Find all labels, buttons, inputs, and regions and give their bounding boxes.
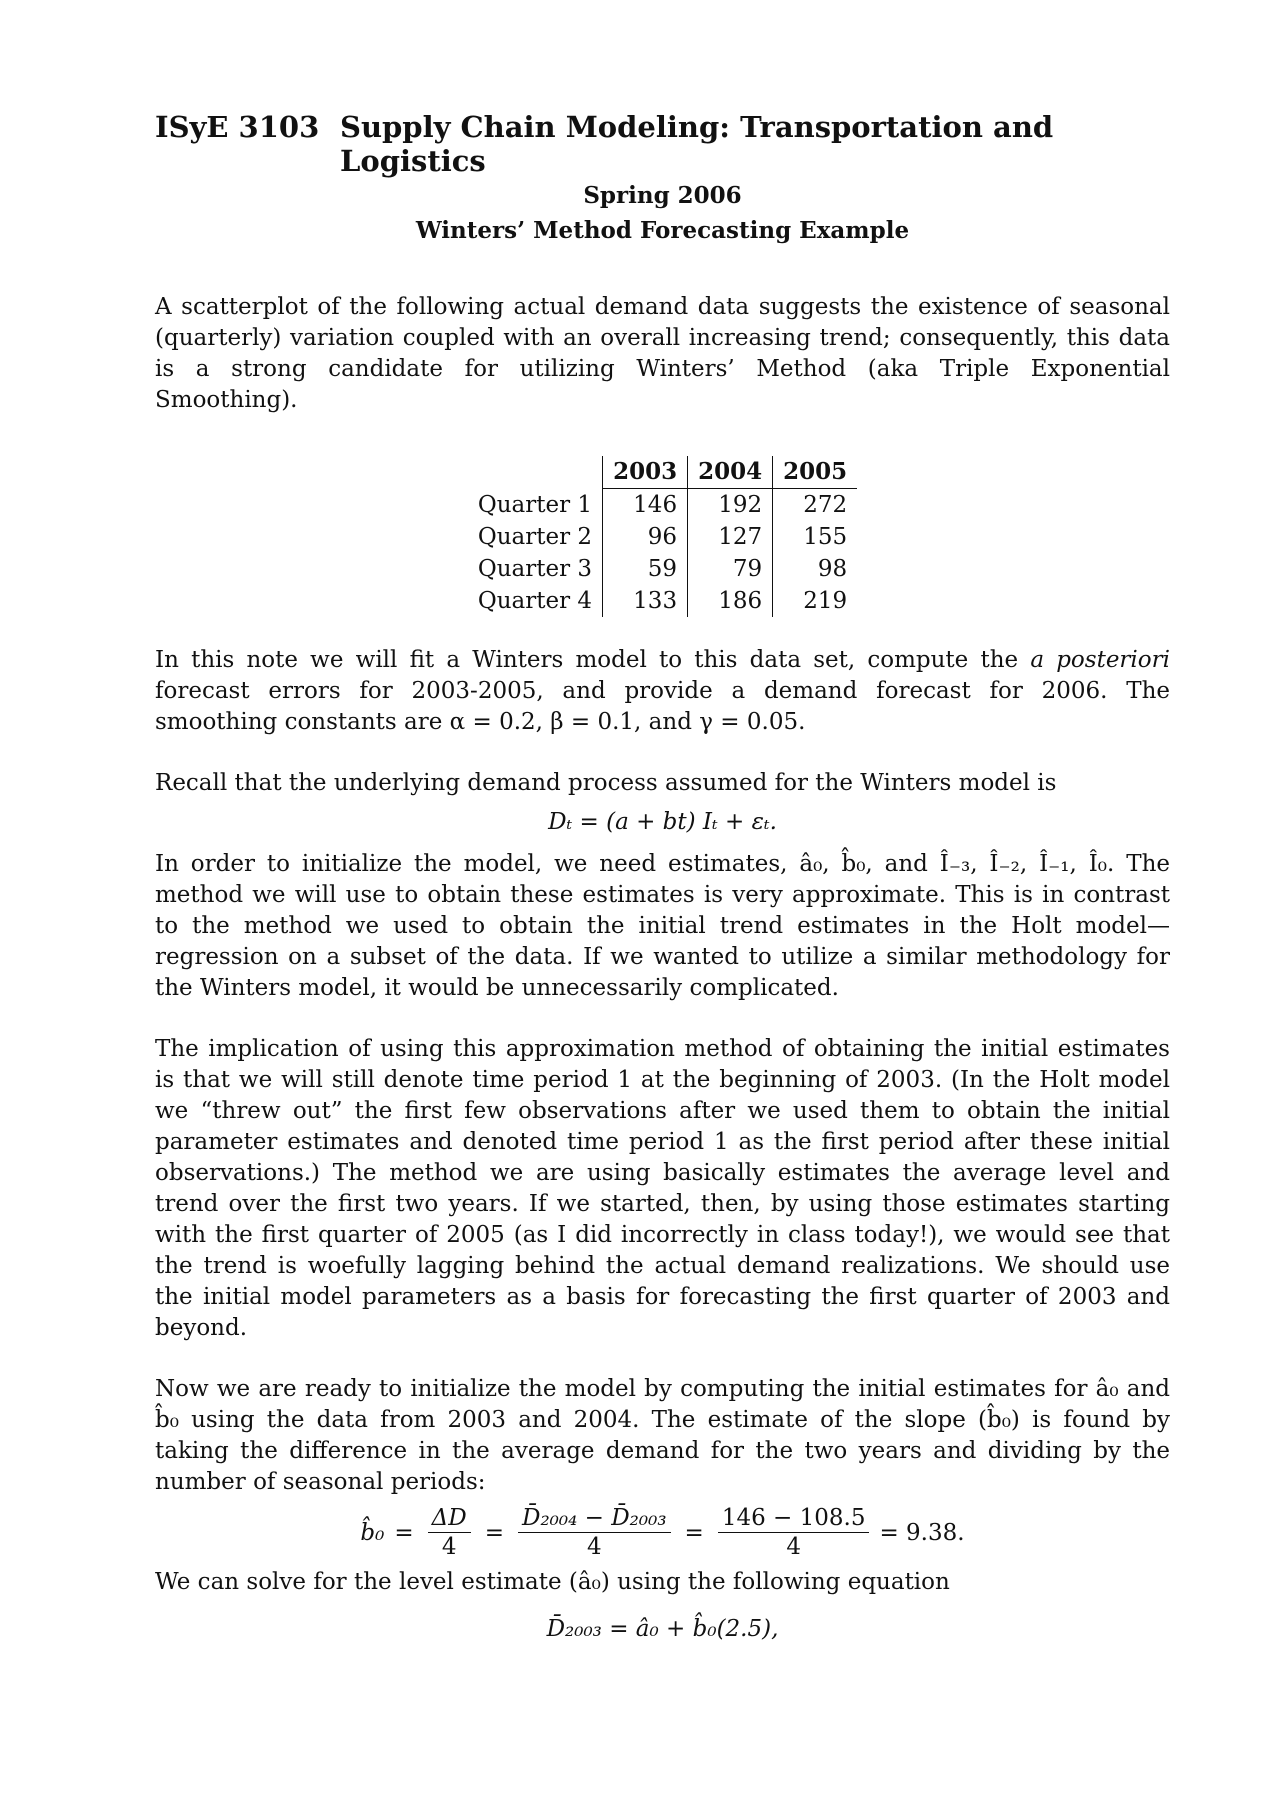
demand-table [468, 456, 857, 617]
slope-result: = 9.38. [879, 1519, 965, 1546]
table-cell: 127 [688, 521, 773, 553]
setup-text-after: forecast errors for 2003-2005, and provide a demand forecast for 2006. The smoothing constants are α = 0.2, β = 0.1, and γ = 0.05. [155, 678, 1170, 735]
fraction-denominator: 4 [441, 1534, 457, 1560]
title-row [155, 110, 1170, 178]
row-label: Quarter 3 [468, 553, 603, 585]
document-page [155, 110, 1170, 1656]
course-code: ISyE 3103 [155, 110, 320, 144]
column-header: 2004 [688, 456, 773, 489]
fraction-numbers [718, 1504, 870, 1561]
row-label: Quarter 1 [468, 489, 603, 522]
column-header: 2005 [773, 456, 858, 489]
implication-paragraph: The implication of using this approximation method of obtaining the initial estimates is that we will still denote time period 1 at the beginning of 2003. (In the Holt model we “threw out” the first few observations after we used them to obtain the initial parameter estimates and denoted time period 1 as the first period after these initial observations.) The method we are using basically estimates the average level and trend over the first two years. If we started, then, by using those estimates starting with the first quarter of 2005 (as I did incorrectly in class today!), we would see that the trend is woefully lagging behind the actual demand realizations. We should use the initial model parameters as a basis for forecasting the first quarter of 2003 and beyond. [155, 1036, 1170, 1341]
table-row [468, 489, 857, 522]
fraction-numerator: 146 − 108.5 [718, 1504, 870, 1533]
slope-lhs: b̂₀ [360, 1519, 385, 1546]
emphasis-a-posteriori: a posteriori [1030, 647, 1170, 673]
table-cell: 192 [688, 489, 773, 522]
table-header-row [468, 456, 857, 489]
table-cell: 219 [803, 588, 848, 614]
table-cell: 155 [803, 524, 848, 550]
fraction-denominator: 4 [786, 1534, 801, 1560]
table-cell: 98 [817, 556, 848, 582]
demand-table-wrap [155, 456, 1170, 617]
fraction-numerator: ΔD [428, 1504, 471, 1533]
setup-paragraph [155, 645, 1170, 738]
intro-paragraph: A scatterplot of the following actual demand data suggests the existence of seasonal (quarterly) variation coupled with an overall increasing trend; consequently, this data is a strong candidate for utilizing Winters’ Method (aka Triple Exponential Smoothing). [155, 294, 1170, 413]
document-subtitle: Winters’ Method Forecasting Example [415, 217, 910, 244]
fraction-denominator: 4 [586, 1534, 602, 1560]
table-row [468, 521, 857, 553]
recall-paragraph: Recall that the underlying demand process assumed for the Winters model is [155, 770, 1057, 796]
term: Spring 2006 [583, 182, 742, 209]
slope-equation: b̂₀ = $\frac{\Delta D}{4}$ = $\frac{\text{D̄₂₀₀₄ − D̄₂₀₀₃}}{4}$ = $\frac{146 - 108.5}{4}$ = 9.38. [360, 1505, 965, 1560]
table-cell: 79 [688, 553, 773, 585]
table-cell: 96 [603, 521, 688, 553]
course-name: Supply Chain Modeling: Transportation and Logistics [340, 110, 1054, 178]
table-cell: 133 [603, 585, 688, 617]
initialization-paragraph: In order to initialize the model, we need estimates, â₀, b̂₀, and Î₋₃, Î₋₂, Î₋₁, Î₀. The method we will use to obtain these estimates is very approximate. This is in contrast to the method we used to obtain the initial trend estimates in the Holt model—regression on a subset of the data. If we wanted to utilize a similar methodology for the Winters model, it would be unnecessarily complicated. [155, 851, 1170, 1001]
row-label: Quarter 4 [468, 585, 603, 617]
level-equation: D̄₂₀₀₃ = â₀ + b̂₀(2.5), [546, 1616, 779, 1642]
table-row [468, 553, 857, 585]
setup-text-before: In this note we will fit a Winters model to this data set, compute the [155, 647, 1031, 673]
table-cell: 59 [603, 553, 688, 585]
table-cell: 146 [603, 489, 688, 522]
fraction-averages [518, 1504, 671, 1561]
column-header: 2003 [603, 456, 688, 489]
table-corner [468, 456, 603, 489]
table-cell: 186 [688, 585, 773, 617]
level-paragraph: We can solve for the level estimate (â₀) using the following equation [155, 1569, 950, 1595]
table-row [468, 585, 857, 617]
table-cell: 272 [803, 492, 848, 518]
demand-process-equation: Dₜ = (a + bt) Iₜ + εₜ. [548, 809, 777, 835]
slope-paragraph: Now we are ready to initialize the model by computing the initial estimates for â₀ and b̂₀ using the data from 2003 and 2004. The estimate of the slope (b̂₀) is found by taking the difference in the average demand for the two years and dividing by the number of seasonal periods: [155, 1376, 1170, 1495]
fraction-delta [428, 1504, 471, 1561]
fraction-numerator: D̄₂₀₀₄ − D̄₂₀₀₃ [518, 1504, 671, 1533]
row-label: Quarter 2 [468, 521, 603, 553]
